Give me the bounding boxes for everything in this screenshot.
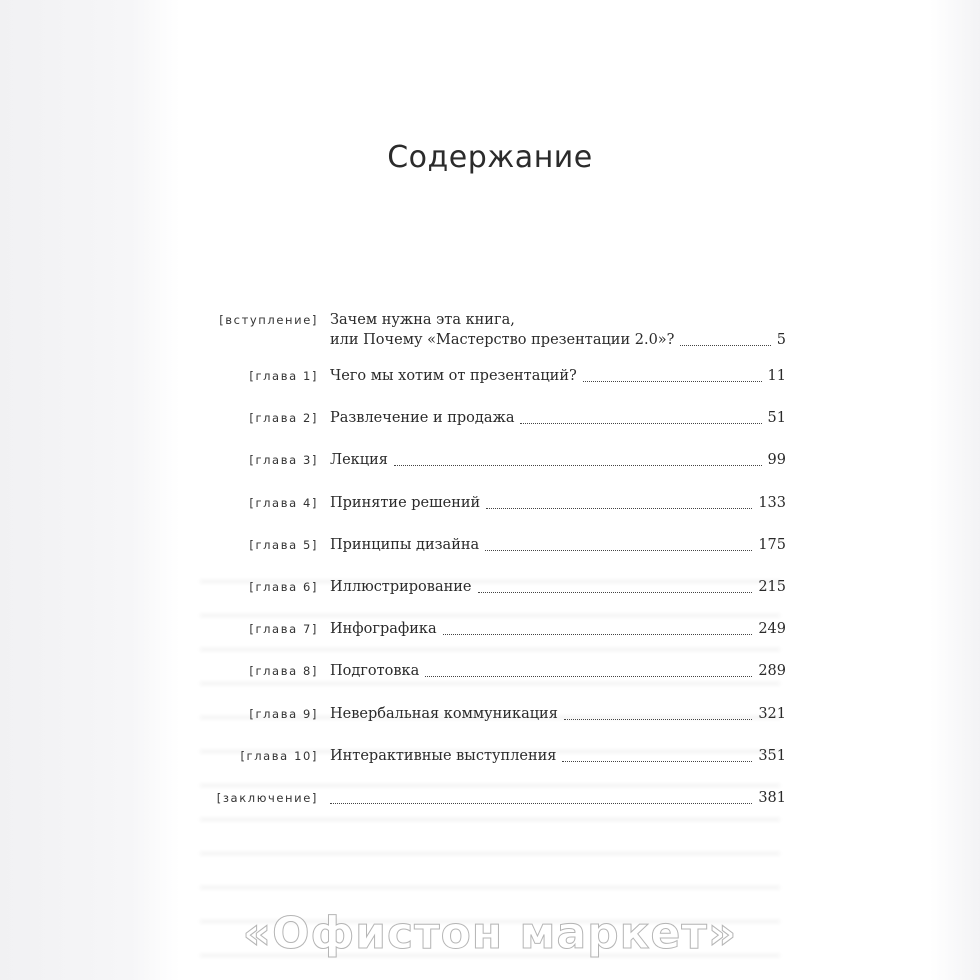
toc-entry-chapter (0, 493, 980, 523)
toc-tag: [глава 8] (249, 664, 318, 678)
toc-page-number: 215 (758, 579, 786, 595)
toc-tag: [глава 5] (249, 538, 318, 552)
toc-title-line2: или Почему «Мастерство презентации 2.0»? (330, 332, 675, 348)
toc-page-number: 5 (776, 332, 786, 348)
toc-entry-outro (0, 788, 980, 818)
leader-dots (485, 549, 752, 551)
toc-title-line1: Зачем нужна эта книга, (330, 312, 515, 328)
toc-tag: [заключение] (216, 791, 318, 805)
store-watermark: «Офистон маркет» (242, 908, 738, 959)
toc-title: Иллюстрирование (330, 579, 472, 595)
leader-dots (394, 464, 762, 466)
toc-title: Интерактивные выступления (330, 748, 557, 764)
toc-entry-chapter (0, 535, 980, 565)
toc-page-number: 175 (758, 537, 786, 553)
leader-dots (330, 802, 752, 804)
toc-tag: [глава 1] (249, 369, 318, 383)
toc-page-number: 289 (758, 663, 786, 679)
leader-dots (583, 380, 762, 382)
toc-entry-chapter (0, 366, 980, 396)
toc-tag: [глава 3] (249, 453, 318, 467)
toc-page-number: 321 (758, 706, 786, 722)
toc-entry-chapter (0, 661, 980, 691)
toc-tag: [глава 4] (249, 496, 318, 510)
toc-entry-chapter (0, 450, 980, 480)
toc-title: Принципы дизайна (330, 537, 480, 553)
page-title: Содержание (387, 140, 593, 175)
leader-dots (478, 591, 753, 593)
toc-page-number: 351 (758, 748, 786, 764)
toc-title: Подготовка (330, 663, 420, 679)
toc-tag: [глава 2] (249, 411, 318, 425)
toc-tag: [вступление] (219, 313, 318, 327)
leader-dots (486, 507, 752, 509)
toc-title: Чего мы хотим от презентаций? (330, 368, 577, 384)
leader-dots (520, 422, 761, 424)
leader-dots (562, 760, 752, 762)
toc-page-number: 51 (767, 410, 786, 426)
leader-dots (680, 344, 770, 346)
toc-entry-chapter (0, 619, 980, 649)
toc-entry-chapter (0, 704, 980, 734)
toc-page-number: 133 (758, 495, 786, 511)
toc-title: Принятие решений (330, 495, 481, 511)
toc-tag: [глава 10] (240, 749, 318, 763)
toc-title: Развлечение и продажа (330, 410, 515, 426)
toc-page-number: 11 (767, 368, 786, 384)
leader-dots (564, 718, 752, 720)
toc-page-number: 249 (758, 621, 786, 637)
toc-entry-chapter (0, 577, 980, 607)
toc-title: Инфографика (330, 621, 437, 637)
toc-entry-chapter (0, 408, 980, 438)
leader-dots (425, 675, 752, 677)
toc-tag: [глава 9] (249, 707, 318, 721)
toc-page-number: 99 (767, 452, 786, 468)
toc-entry-intro-line2 (0, 330, 980, 360)
toc-title: Невербальная коммуникация (330, 706, 558, 722)
toc-entry-chapter (0, 746, 980, 776)
leader-dots (443, 633, 753, 635)
toc-tag: [глава 6] (249, 580, 318, 594)
toc-page-number: 381 (758, 790, 786, 806)
toc-tag: [глава 7] (249, 622, 318, 636)
toc-title: Лекция (330, 452, 388, 468)
